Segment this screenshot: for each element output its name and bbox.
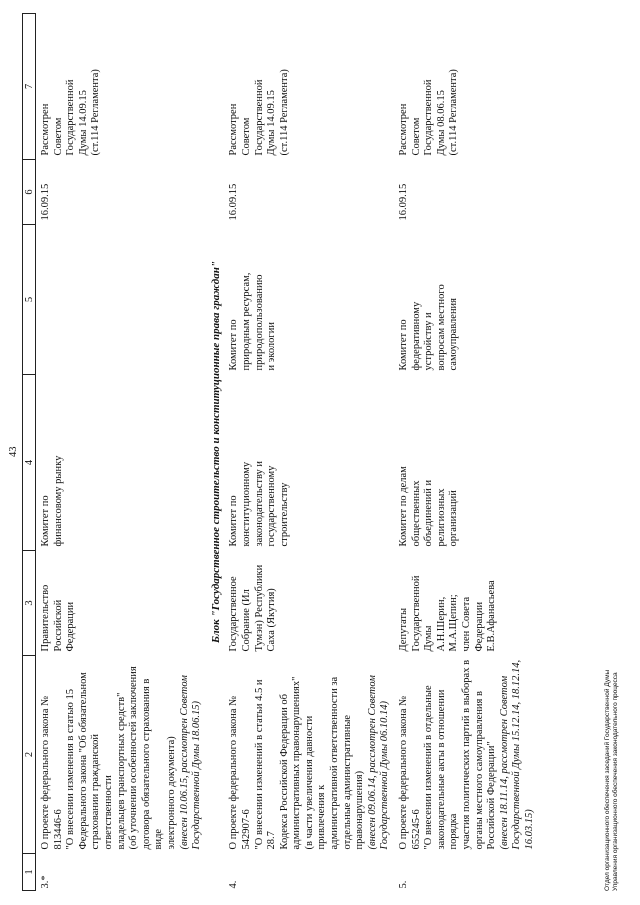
cell-line: Государственное xyxy=(228,576,240,652)
cell-line: Депутаты xyxy=(398,607,410,652)
block-section xyxy=(206,14,225,891)
page-number: 43 xyxy=(8,446,19,457)
cell-line: Саха (Якутия) xyxy=(266,588,278,652)
cell-line: природопользованию xyxy=(253,274,265,371)
cell-line: договора обязательного страхования в виде xyxy=(140,678,165,850)
cell-line: законодательные акты в отношении порядка xyxy=(435,689,460,850)
cell-line: Комитет по xyxy=(40,495,51,547)
cell-line: Рассмотрен xyxy=(40,103,51,156)
cell-line: О проекте федерального закона № 655245-6 xyxy=(398,695,422,850)
cell-line: 16.03.15) xyxy=(523,809,535,850)
cell-line: О проекте федерального закона № 813446-6 xyxy=(40,695,64,850)
cell-line: вопросам местного xyxy=(435,284,447,371)
column-header: 7 xyxy=(23,14,36,160)
cell-line: участия политических партий в выборах в xyxy=(461,659,472,850)
cell-line: организаций xyxy=(448,490,460,547)
cell-line: Думы 14.09.15 xyxy=(266,90,278,156)
cell-line: Государственной Думы 15.12.14, 18.12.14, xyxy=(511,659,523,850)
cell-line: Комитет по xyxy=(228,319,240,371)
cell-line: Думы 08.06.15 xyxy=(435,90,447,156)
status-cell xyxy=(36,14,206,160)
date-cell: 16.09.15 xyxy=(40,183,51,221)
date-cell: 16.09.15 xyxy=(398,183,410,221)
cell-line: Комитет по xyxy=(228,495,240,547)
footer-line: Отдел организационного обеспечения заседаний Государственной Думы xyxy=(604,669,611,891)
cell-line: объединений и xyxy=(423,479,435,547)
cell-line: Государственной xyxy=(423,79,435,156)
co-committee-cell xyxy=(36,225,206,375)
cell-line: Федерального закона "Об обязательном xyxy=(77,672,89,850)
cell-line: Российской xyxy=(52,599,64,652)
cell-line: владельцев транспортных средств" xyxy=(115,692,127,850)
cell-line: Государственной xyxy=(65,79,77,156)
cell-line: член Совета xyxy=(461,596,472,652)
cell-line: строительству xyxy=(278,482,290,547)
column-header: 3 xyxy=(23,551,36,656)
cell-line: общественных xyxy=(410,480,422,547)
cell-line: Правительство xyxy=(40,584,51,652)
cell-line: Федерации xyxy=(473,601,485,652)
cell-line: Государственной Думы 18.06.15) xyxy=(191,701,203,850)
cell-line: (ст.114 Регламента) xyxy=(448,69,460,156)
cell-line: Государственной xyxy=(410,575,422,652)
cell-line: Рассмотрен xyxy=(228,103,240,156)
initiator-cell xyxy=(36,551,206,656)
status-cell xyxy=(224,14,394,160)
column-header: 6 xyxy=(23,160,36,225)
cell-line: Кодекса Российской Федерации об xyxy=(278,693,290,850)
cell-line: электронного документа) xyxy=(165,736,177,850)
table-row xyxy=(394,14,539,891)
block-row xyxy=(206,14,225,891)
cell-line: федеративному xyxy=(410,301,422,371)
cell-line: и экологии xyxy=(266,322,278,371)
cell-line: "О внесении изменений в отдельные xyxy=(423,685,435,850)
column-header: 5 xyxy=(23,225,36,375)
cell-line: Советом xyxy=(52,117,64,156)
cell-line: Рассмотрен xyxy=(398,103,410,156)
cell-line: (внесен 18.11.14, рассмотрен Советом xyxy=(498,675,510,850)
status-cell xyxy=(394,14,539,160)
cell-line: (ст.114 Регламента) xyxy=(90,69,102,156)
row-number: 3.* xyxy=(40,875,51,889)
footer-line: Управления организационного обеспечения законодательного процесса xyxy=(612,672,619,891)
cell-line: (внесен 10.06.15, рассмотрен Советом xyxy=(178,675,190,850)
cell-line: отдельные административные xyxy=(341,714,353,850)
cell-line: религиозных xyxy=(435,488,447,547)
initiator-cell xyxy=(224,551,394,656)
block-title: Блок "Государственное строительство и конституционные права граждан" xyxy=(209,261,222,643)
cell-line: Думы xyxy=(423,625,435,652)
cell-line: страховании гражданской ответственности xyxy=(90,733,114,850)
date-cell: 16.09.15 xyxy=(228,183,240,221)
column-header: 2 xyxy=(23,656,36,854)
cell-line: О проекте федерального закона № 542907-6 xyxy=(228,695,252,850)
cell-line: административной ответственности за xyxy=(329,676,341,850)
committee-cell xyxy=(36,375,206,551)
bill-description xyxy=(224,656,394,854)
row-number: 4. xyxy=(228,880,240,889)
cell-line: "О внесении изменения в статью 15 xyxy=(65,688,77,850)
table-body-before xyxy=(36,14,206,891)
table-row xyxy=(36,14,206,891)
cell-line: Советом xyxy=(410,117,422,156)
cell-line: Собрание (Ил xyxy=(240,589,252,652)
cell-line: Федерации xyxy=(65,601,77,652)
cell-line: (внесен 09.06.14, рассмотрен Советом xyxy=(366,675,378,850)
column-header: 4 xyxy=(23,375,36,551)
column-header: 1 xyxy=(23,854,36,891)
cell-line: конституционному xyxy=(240,461,252,547)
cell-line: Государственной Думы 06.10.14) xyxy=(379,701,391,850)
cell-line: Комитет по xyxy=(398,319,410,371)
bill-description xyxy=(394,656,539,854)
cell-line: государственному xyxy=(266,465,278,547)
cell-line: финансовому рынку xyxy=(52,455,64,547)
cell-line: законодательству и xyxy=(253,460,265,547)
cell-line: административных правонарушениях" xyxy=(291,676,303,850)
committee-cell xyxy=(394,375,539,551)
cell-line: М.А.Щепин; xyxy=(448,594,460,652)
cell-line: органы местного самоуправления в xyxy=(473,691,485,850)
table-body-after xyxy=(224,14,538,891)
cell-line: А.Н.Шерин, xyxy=(435,596,447,652)
cell-line: Комитет по делам xyxy=(398,466,410,547)
cell-line: правонарушения) xyxy=(354,770,366,850)
cell-line: Советом xyxy=(240,117,252,156)
agenda-table xyxy=(22,13,539,891)
committee-cell xyxy=(224,375,394,551)
cell-line: Е.В.Афанасьева xyxy=(486,580,498,652)
cell-line: самоуправления xyxy=(448,297,460,371)
row-number: 5. xyxy=(398,880,410,889)
bill-description xyxy=(36,656,206,854)
cell-line: (об уточнении особенностей заключения xyxy=(128,666,140,850)
cell-line: (в части увеличения давности привлечения к xyxy=(303,715,328,850)
column-header-row xyxy=(23,14,36,891)
cell-line: "О внесении изменений в статьи 4.5 и 28.7 xyxy=(253,679,278,850)
footer xyxy=(604,670,620,891)
cell-line: устройству и xyxy=(423,312,435,371)
cell-line: природным ресурсам, xyxy=(240,272,252,371)
table-row xyxy=(224,14,394,891)
co-committee-cell xyxy=(394,225,539,375)
cell-line: (ст.114 Регламента) xyxy=(278,69,290,156)
cell-line: Думы 14.09.15 xyxy=(77,90,89,156)
cell-line: Российской Федерации" xyxy=(486,741,498,850)
initiator-cell xyxy=(394,551,539,656)
cell-line: Тумэн) Республики xyxy=(253,564,265,652)
co-committee-cell xyxy=(224,225,394,375)
cell-line: Государственной xyxy=(253,79,265,156)
